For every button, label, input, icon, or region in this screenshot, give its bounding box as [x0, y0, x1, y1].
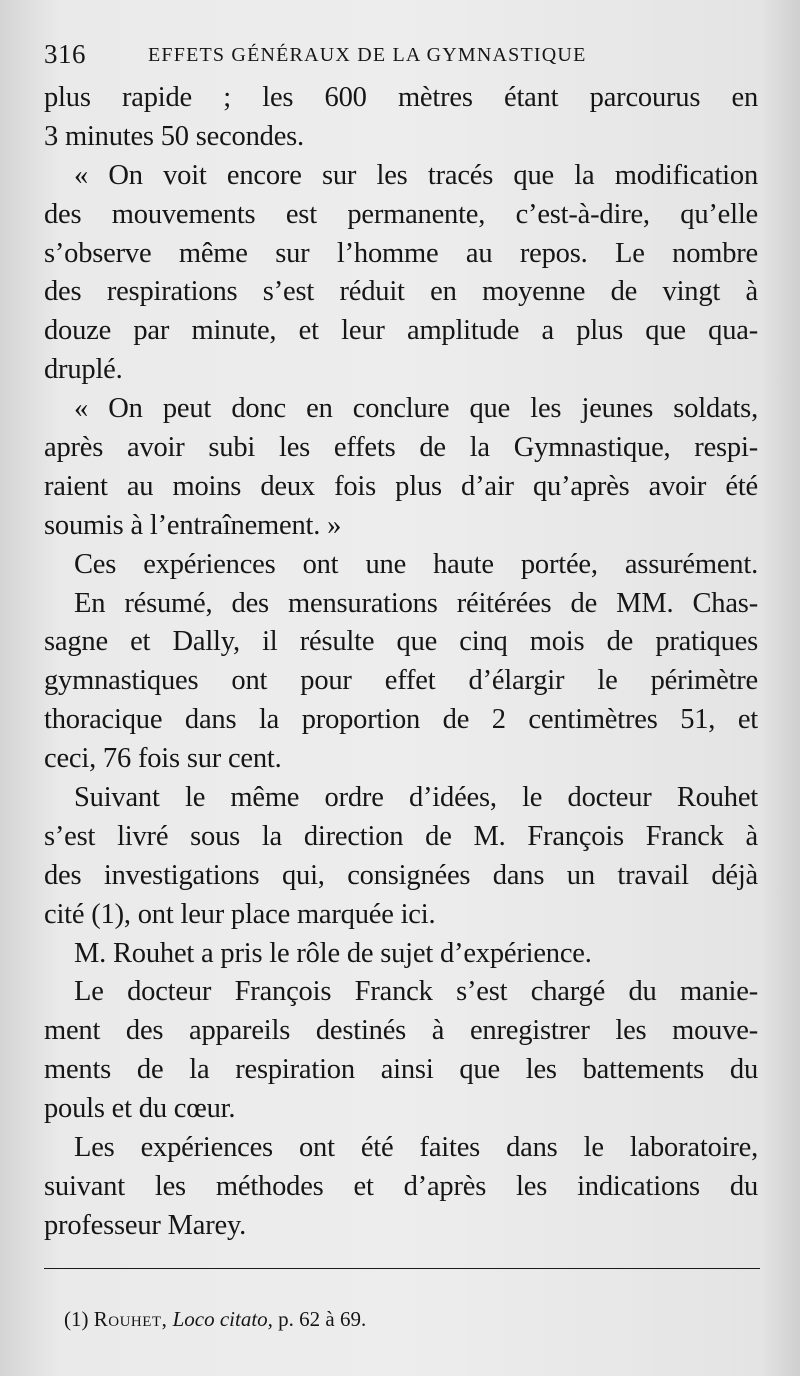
text-line: M. Rouhet a pris le rôle de sujet d’expérience.	[74, 937, 592, 969]
text-line: des respirations s’est réduit en moyenne de vingt à	[44, 276, 758, 308]
text-line: pouls et du cœur.	[44, 1093, 236, 1125]
text-line: « On voit encore sur les tracés que la modification	[74, 159, 758, 191]
text-line: Suivant le même ordre d’idées, le docteur Rouhet	[74, 782, 758, 814]
page-number: 316	[44, 39, 86, 69]
text-line: Le docteur François Franck s’est chargé du manie-	[74, 976, 758, 1008]
text-line: gymnastiques ont pour effet d’élargir le périmètre	[44, 665, 758, 697]
text-line: des mouvements est permanente, c’est-à-dire, qu’elle	[44, 198, 758, 230]
text-line: professeur Marey.	[44, 1209, 247, 1241]
text-line: ments de la respiration ainsi que les battements du	[44, 1054, 758, 1086]
running-title: EFFETS GÉNÉRAUX DE LA GYMNASTIQUE	[148, 44, 587, 66]
footnote-divider	[44, 1268, 760, 1269]
text-line: s’observe même sur l’homme au repos. Le nombre	[44, 237, 758, 269]
text-line: suivant les méthodes et d’après les indications du	[44, 1170, 758, 1202]
text-line: après avoir subi les effets de la Gymnastique, respi-	[44, 432, 758, 464]
text-line: En résumé, des mensurations réitérées de MM. Chas-	[74, 587, 758, 619]
text-line: thoracique dans la proportion de 2 centimètres 51, et	[44, 704, 758, 736]
text-line: des investigations qui, consignées dans un travail déjà	[44, 859, 758, 891]
text-line: cité (1), ont leur place marquée ici.	[44, 898, 436, 930]
body-text	[44, 79, 758, 1246]
text-line: douze par minute, et leur amplitude a plus que qua-	[44, 315, 758, 347]
footnote-marker: (1)	[64, 1307, 89, 1331]
text-line: Ces expériences ont une haute portée, assurément.	[74, 548, 758, 580]
text-line: s’est livré sous la direction de M. François Franck à	[44, 820, 758, 852]
text-line: ment des appareils destinés à enregistrer les mouve-	[44, 1015, 758, 1047]
footnote-pages: p. 62 à 69.	[278, 1307, 367, 1331]
text-line: 3 minutes 50 secondes.	[44, 120, 304, 152]
text-line: Les expériences ont été faites dans le laboratoire,	[74, 1132, 758, 1164]
text-line: plus rapide ; les 600 mètres étant parcourus en	[44, 82, 758, 113]
text-line: « On peut donc en conclure que les jeunes soldats,	[74, 393, 758, 425]
footnote-work: Loco citato,	[172, 1307, 273, 1331]
text-line: sagne et Dally, il résulte que cinq mois de pratiques	[44, 626, 758, 658]
footnote-author: Rouhet,	[93, 1307, 168, 1331]
text-line: druplé.	[44, 354, 123, 386]
page-header	[44, 34, 764, 74]
footnote	[64, 1304, 366, 1334]
text-line: soumis à l’entraînement. »	[44, 509, 342, 541]
text-line: ceci, 76 fois sur cent.	[44, 743, 282, 775]
text-line: raient au moins deux fois plus d’air qu’après avoir été	[44, 470, 758, 502]
